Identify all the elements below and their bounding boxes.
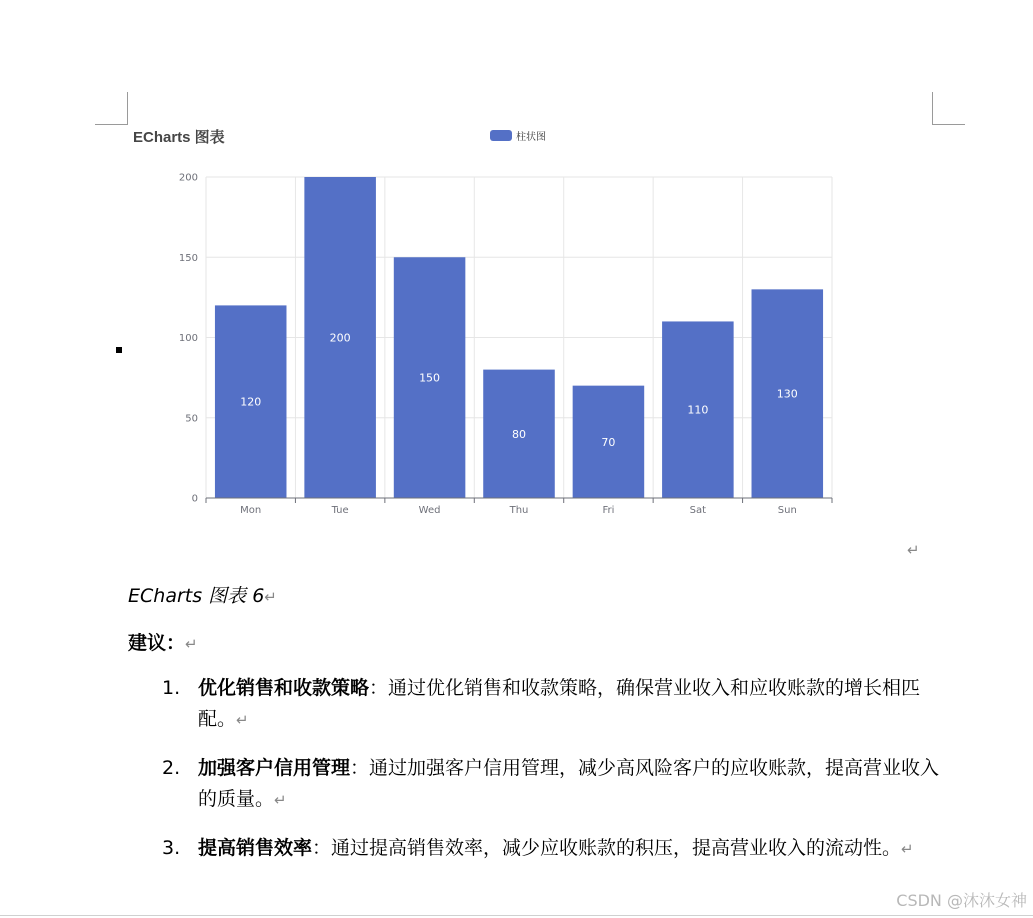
y-tick-label: 100 — [178, 333, 198, 344]
list-item-text: ：通过加强客户信用管理，减少高风险客户的应收账款，提高营业收入的质量。 — [198, 757, 940, 810]
list-item-title: 加强客户信用管理 — [198, 757, 351, 779]
x-tick-label: Thu — [509, 505, 529, 516]
list-item — [160, 753, 950, 816]
paragraph-mark: ↵ — [907, 541, 920, 559]
y-tick-label: 200 — [178, 172, 198, 184]
bar-data-label: 70 — [601, 435, 616, 449]
paragraph-mark: ↵ — [274, 791, 287, 809]
list-item-number: 2. — [162, 757, 181, 779]
paragraph-mark: ↵ — [264, 588, 277, 606]
chart-title: ECharts 图表 — [133, 129, 225, 146]
list-item-title: 优化销售和收款策略 — [198, 677, 370, 699]
bar-data-label: 150 — [419, 371, 441, 385]
list-item-title: 提高销售效率 — [198, 837, 313, 859]
bar-data-label: 80 — [512, 427, 526, 441]
x-tick-label: Fri — [602, 505, 615, 516]
paragraph-mark: ↵ — [185, 635, 198, 653]
list-item-text: ：通过优化销售和收款策略，确保营业收入和应收账款的增长相匹配。 — [198, 677, 921, 730]
list-item-body — [198, 753, 950, 816]
paragraph-mark: ↵ — [901, 840, 914, 858]
bar-data-label: 120 — [240, 395, 262, 409]
page-bottom-edge — [0, 915, 1033, 916]
legend-label: 柱状图 — [516, 132, 546, 143]
list-item — [160, 673, 950, 736]
bar-data-label: 130 — [776, 387, 798, 401]
paragraph-mark: ↵ — [236, 711, 249, 729]
figure-caption — [128, 581, 277, 608]
list-item-text: ：通过提高销售效率，减少应收账款的积压，提高营业收入的流动性。 — [312, 837, 902, 859]
y-tick-label: 150 — [178, 252, 198, 264]
watermark: CSDN @沐沐女神 — [896, 891, 1027, 910]
y-tick-label: 50 — [185, 413, 198, 425]
y-tick-label: 0 — [191, 493, 198, 505]
list-item-body — [198, 833, 950, 865]
x-tick-label: Tue — [331, 505, 349, 516]
caption-text: ECharts 图表 6 — [128, 585, 265, 607]
heading-text: 建议： — [128, 632, 186, 654]
list-item — [160, 833, 950, 865]
x-tick-label: Mon — [240, 505, 262, 516]
suggestion-list — [160, 673, 950, 882]
x-tick-label: Sun — [777, 505, 797, 516]
list-item-number: 3. — [162, 837, 181, 859]
suggestion-heading — [128, 628, 198, 655]
list-item-body — [198, 673, 950, 736]
x-tick-label: Wed — [418, 505, 441, 516]
list-item-number: 1. — [162, 677, 181, 699]
bar-data-label: 110 — [687, 403, 709, 417]
bar-data-label: 200 — [329, 331, 351, 345]
x-tick-label: Sat — [689, 505, 707, 516]
